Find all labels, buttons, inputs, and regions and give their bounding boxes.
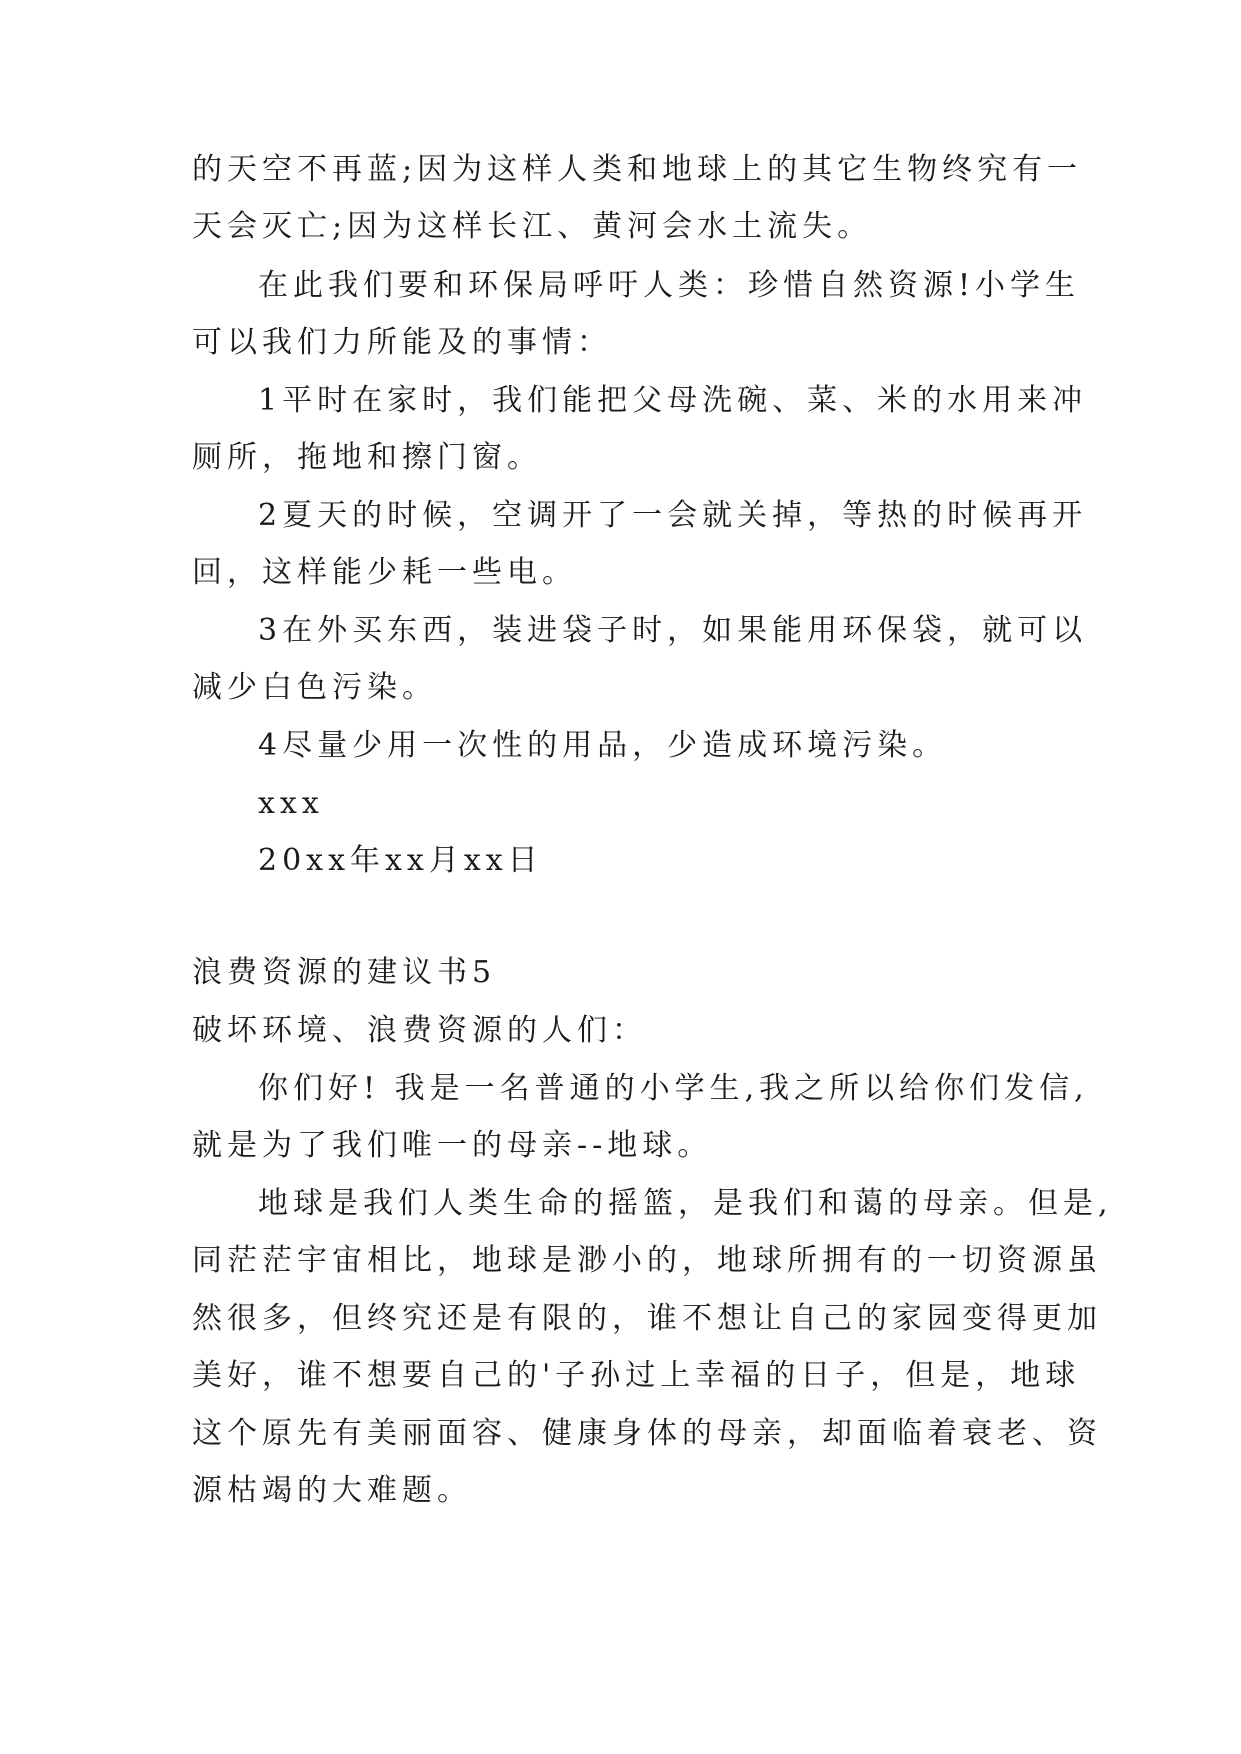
paragraph-line: 的天空不再蓝;因为这样人类和地球上的其它生物终究有一 bbox=[192, 152, 1083, 187]
paragraph-line: 同茫茫宇宙相比，地球是渺小的，地球所拥有的一切资源虽 bbox=[192, 1243, 1102, 1278]
list-item-line: 1平时在家时，我们能把父母洗碗、菜、米的水用来冲 bbox=[258, 383, 1088, 418]
paragraph-line: 在此我们要和环保局呼吁人类：珍惜自然资源!小学生 bbox=[258, 268, 1081, 303]
paragraph-line: 然很多，但终究还是有限的，谁不想让自己的家园变得更加 bbox=[192, 1301, 1102, 1336]
salutation: 破坏环境、浪费资源的人们： bbox=[192, 1013, 647, 1048]
paragraph-line: 就是为了我们唯一的母亲--地球。 bbox=[192, 1128, 713, 1163]
paragraph-line: 天会灭亡;因为这样长江、黄河会水土流失。 bbox=[192, 209, 873, 244]
paragraph-line: 这个原先有美丽面容、健康身体的母亲，却面临着衰老、资 bbox=[192, 1416, 1102, 1451]
list-item-line: 4尽量少用一次性的用品，少造成环境污染。 bbox=[258, 728, 948, 763]
paragraph-line: 源枯竭的大难题。 bbox=[192, 1473, 472, 1508]
list-item-line: 3在外买东西，装进袋子时，如果能用环保袋，就可以 bbox=[258, 613, 1088, 648]
paragraph-line: 地球是我们人类生命的摇篮，是我们和蔼的母亲。但是, bbox=[258, 1186, 1113, 1221]
signature-name: xxx bbox=[258, 786, 324, 821]
paragraph-line: 可以我们力所能及的事情： bbox=[192, 325, 612, 360]
list-item-line: 回，这样能少耗一些电。 bbox=[192, 555, 577, 590]
list-item-line: 减少白色污染。 bbox=[192, 670, 437, 705]
section-heading: 浪费资源的建议书5 bbox=[192, 955, 497, 990]
paragraph-line: 美好，谁不想要自己的'子孙过上幸福的日子，但是，地球 bbox=[192, 1358, 1081, 1393]
signature-date: 20xx年xx月xx日 bbox=[258, 843, 543, 878]
list-item-line: 2夏天的时候，空调开了一会就关掉，等热的时候再开 bbox=[258, 498, 1088, 533]
paragraph-line: 你们好! 我是一名普通的小学生,我之所以给你们发信, bbox=[258, 1071, 1089, 1106]
list-item-line: 厕所，拖地和擦门窗。 bbox=[192, 440, 542, 475]
